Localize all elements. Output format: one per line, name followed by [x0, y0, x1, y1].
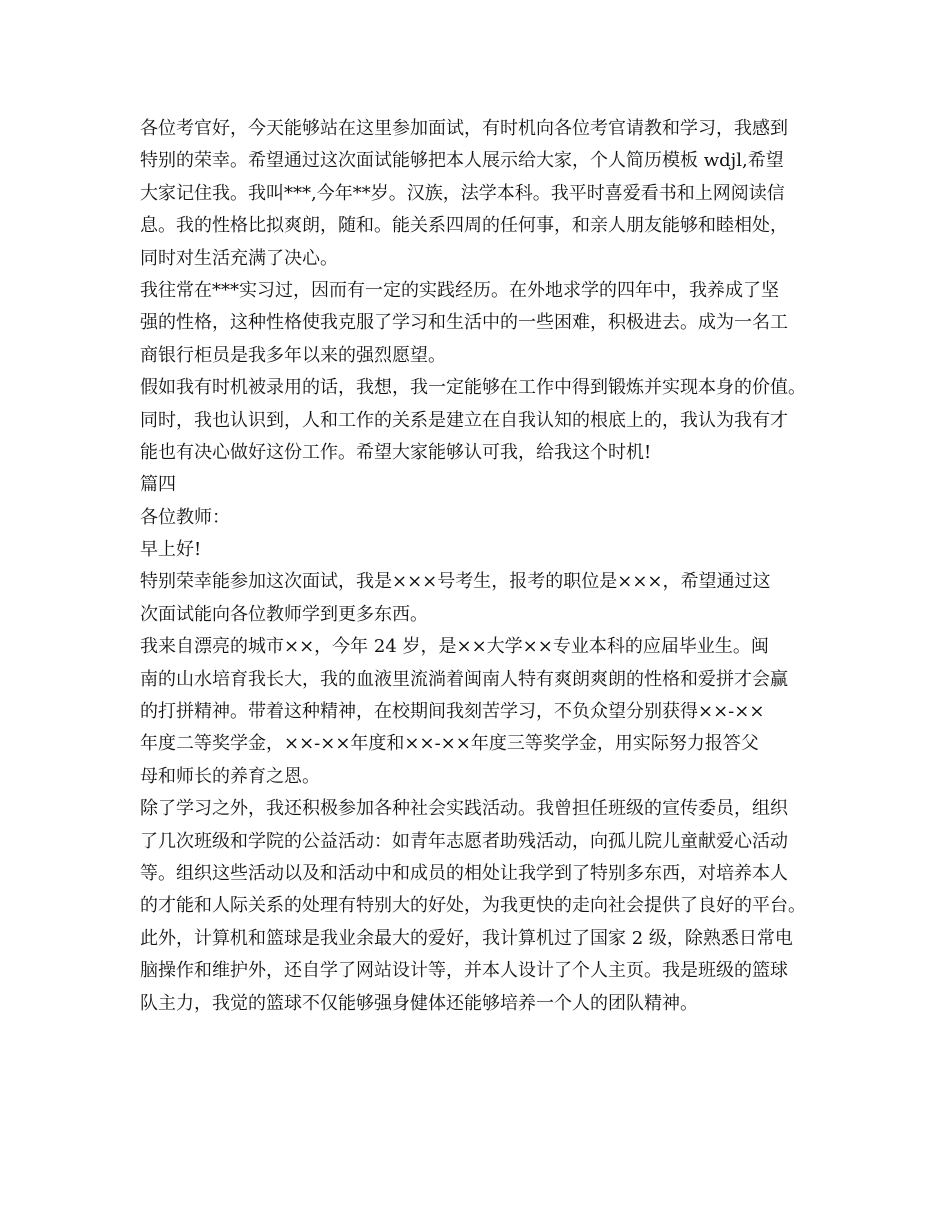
text-line: 我来自漂亮的城市××，今年 24 岁，是××大学××专业本科的应届毕业生。闽 [140, 636, 769, 658]
text-line: 年度二等奖学金，××-××年度和××-××年度三等奖学金，用实际努力报答父 [140, 733, 759, 755]
text-line: 特别的荣幸。希望通过这次面试能够把本人展示给大家，个人简历模板 wdjl,希望 [140, 150, 784, 172]
text-line: 脑操作和维护外，还自学了网站设计等，并本人设计了个人主页。我是班级的篮球 [140, 960, 788, 982]
text-line: 假如我有时机被录用的话，我想，我一定能够在工作中得到锻炼并实现本身的价值。 [140, 377, 806, 399]
text-line: 等。组织这些活动以及和活动中和成员的相处让我学到了特别多东西，对培养本人 [140, 862, 788, 884]
text-line: 同时对生活充满了决心。 [140, 247, 338, 269]
text-line: 各位考官好，今天能够站在这里参加面试，有时机向各位考官请教和学习，我感到 [140, 118, 788, 139]
document-body [140, 113, 820, 1020]
text-line: 特别荣幸能参加这次面试，我是×××号考生，报考的职位是×××，希望通过这 [140, 571, 771, 593]
text-line: 息。我的性格比拟爽朗，随和。能关系四周的任何事，和亲人朋友能够和睦相处， [140, 215, 788, 237]
text-line: 篇四 [140, 474, 176, 496]
text-line: 能也有决心做好这份工作。希望大家能够认可我，给我这个时机! [140, 441, 652, 463]
text-line: 母和师长的养育之恩。 [140, 765, 320, 787]
text-line: 我往常在***实习过，因而有一定的实践经历。在外地求学的四年中，我养成了坚 [140, 279, 779, 301]
text-line: 此外，计算机和篮球是我业余最大的爱好，我计算机过了国家 2 级，除熟悉日常电 [140, 927, 793, 949]
text-line: 的才能和人际关系的处理有特别大的好处，为我更快的走向社会提供了良好的平台。 [140, 895, 806, 917]
text-line: 商银行柜员是我多年以来的强烈愿望。 [140, 344, 446, 366]
text-line: 的打拼精神。带着这种精神，在校期间我刻苦学习，不负众望分别获得××-×× [140, 701, 765, 723]
text-line: 各位教师： [140, 506, 230, 528]
text-line: 早上好! [140, 539, 202, 561]
text-line: 除了学习之外，我还积极参加各种社会实践活动。我曾担任班级的宣传委员，组织 [140, 798, 788, 820]
text-line: 强的性格，这种性格使我克服了学习和生活中的一些困难，积极进去。成为一名工 [140, 312, 788, 334]
text-line: 次面试能向各位教师学到更多东西。 [140, 603, 428, 625]
text-line: 南的山水培育我长大，我的血液里流淌着闽南人特有爽朗爽朗的性格和爱拼才会赢 [140, 668, 788, 690]
text-line: 同时，我也认识到，人和工作的关系是建立在自我认知的根底上的，我认为我有才 [140, 409, 788, 431]
text-line: 大家记住我。我叫***,今年**岁。汉族，法学本科。我平时喜爱看书和上网阅读信 [140, 182, 785, 204]
text-line: 了几次班级和学院的公益活动：如青年志愿者助残活动，向孤儿院儿童献爱心活动 [140, 830, 788, 852]
text-line: 队主力，我觉的篮球不仅能够强身健体还能够培养一个人的团队精神。 [140, 992, 698, 1014]
